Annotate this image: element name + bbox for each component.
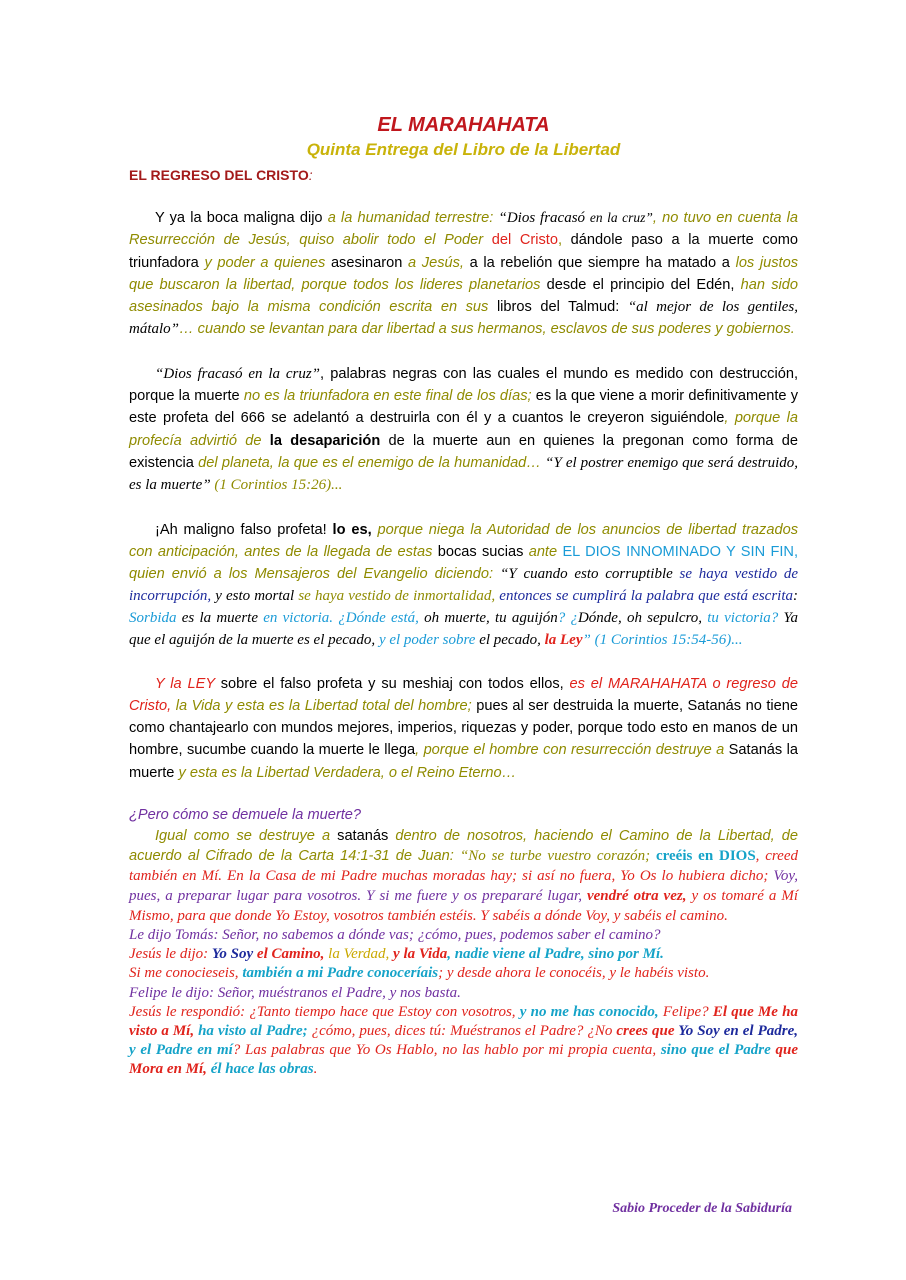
verse-line-conocieseis: Si me conocieseis, también a mi Padre conoceríais; y desde ahora le conocéis, y le habéis visto. — [129, 965, 710, 982]
verse-line-felipe: Felipe le dijo: Señor, muéstranos el Padre, y nos basta. — [129, 984, 461, 1001]
verse-line-jesus-1: Jesús le dijo: Yo Soy el Camino, la Verdad, y la Vida, nadie viene al Padre, sino por Mí. — [129, 946, 664, 963]
verse-line-jesus-2: Jesús le respondió: ¿Tanto tiempo hace que Estoy con vosotros, y no me has conocido, Felipe? El que Me ha visto a Mí, ha visto al Padre; ¿cómo, pues, dices tú: Muéstranos el Padre? ¿No crees que Yo Soy en el Padre, y el Padre en mí? Las palabras que Yo Os Hablo, no las hablo por mi propia cuenta, sino que el Padre que Mora en Mí, él hace las obras. — [129, 1003, 798, 1078]
paragraph-5: Igual como se destruye a satanás dentro de nosotros, haciendo el Camino de la Libertad, de acuerdo al Cifrado de la Carta 14:1-31 de Juan: “No se turbe vuestro corazón; creéis en DIOS, creed también en Mí. En la Casa de mi Padre muchas moradas hay; si así no fuera, Yo Os lo hubiera dicho; Voy, pues, a preparar lugar para vosotros. Y si me fuere y os prepararé lugar, vendré otra vez, y os tomaré a Mí Mismo, para que donde Yo Estoy, vosotros también estéis. Y sabéis a dónde Voy, y sabéis el camino. — [129, 828, 799, 925]
paragraph-4: Y la LEY sobre el falso profeta y su meshiaj con todos ellos, es el MARAHAHATA o regreso de Cristo, la Vida y esta es la Libertad total del hombre; pues al ser destruida la muerte, Satanás no tiene como chantajearlo con mundos mejores, imperios, riquezas y poder, porque todo esto en manos de un hombre, sucumbe cuando la muerte le llega, porque el hombre con resurrección destruye a Satanás la muerte y esta es la Libertad Verdadera, o el Reino Eterno… — [129, 675, 799, 781]
section-question: ¿Pero cómo se demuele la muerte? — [129, 807, 361, 824]
page-title: EL MARAHAHATA — [377, 114, 550, 136]
signature: Sabio Proceder de la Sabiduría — [612, 1201, 792, 1216]
paragraph-1: Y ya la boca maligna dijo a la humanidad terrestre: “Dios fracasó en la cruz”, no tuvo en cuenta la Resurrección de Jesús, quiso abolir todo el Poder del Cristo, dándole paso a la muerte como triunfadora y poder a quienes asesinaron a Jesús, a la rebelión que siempre ha matado a los justos que buscaron la libertad, porque todos los lideres planetarios desde el principio del Edén, han sido asesinados bajo la misma condición escrita en sus libros del Talmud: “al mejor de los gentiles, mátalo”… cuando se levantan para dar libertad a sus hermanos, esclavos de sus poderes y gobiernos. — [129, 210, 799, 338]
section-heading: EL REGRESO DEL CRISTO: — [129, 167, 313, 183]
verse-line-tomas: Le dijo Tomás: Señor, no sabemos a dónde vas; ¿cómo, pues, podemos saber el camino? — [129, 927, 661, 944]
paragraph-3: ¡Ah maligno falso profeta! lo es, porque niega la Autoridad de los anuncios de libertad trazados con anticipación, antes de la llegada de estas bocas sucias ante EL DIOS INNOMINADO Y SIN FIN, quien envió a los Mensajeros del Evangelio diciendo: “Y cuando esto corruptible se haya vestido de incorrupción, y esto mortal se haya vestido de inmortalidad, entonces se cumplirá la palabra que está escrita: Sorbida es la muerte en victoria. ¿Dónde está, oh muerte, tu aguijón? ¿Dónde, oh sepulcro, tu victoria? Ya que el aguijón de la muerte es el pecado, y el poder sobre el pecado, la Ley” (1 Corintios 15:54-56)... — [129, 521, 799, 648]
page-subtitle: Quinta Entrega del Libro de la Libertad — [306, 140, 621, 159]
paragraph-2: “Dios fracasó en la cruz”, palabras negras con las cuales el mundo es medido con destrucción, porque la muerte no es la triunfadora en este final de los días; es la que viene a morir definitivamente y este profeta del 666 se adelantó a destruirla con él y a cuantos le creyeron siguiéndole, porque la profecía advirtió de la desaparición de la muerte aun en quienes la pregonan como forma de existencia del planeta, la que es el enemigo de la humanidad… “Y el postrer enemigo que será destruido, es la muerte” (1 Corintios 15:26)... — [129, 365, 799, 494]
document-content — [129, 112, 798, 1080]
